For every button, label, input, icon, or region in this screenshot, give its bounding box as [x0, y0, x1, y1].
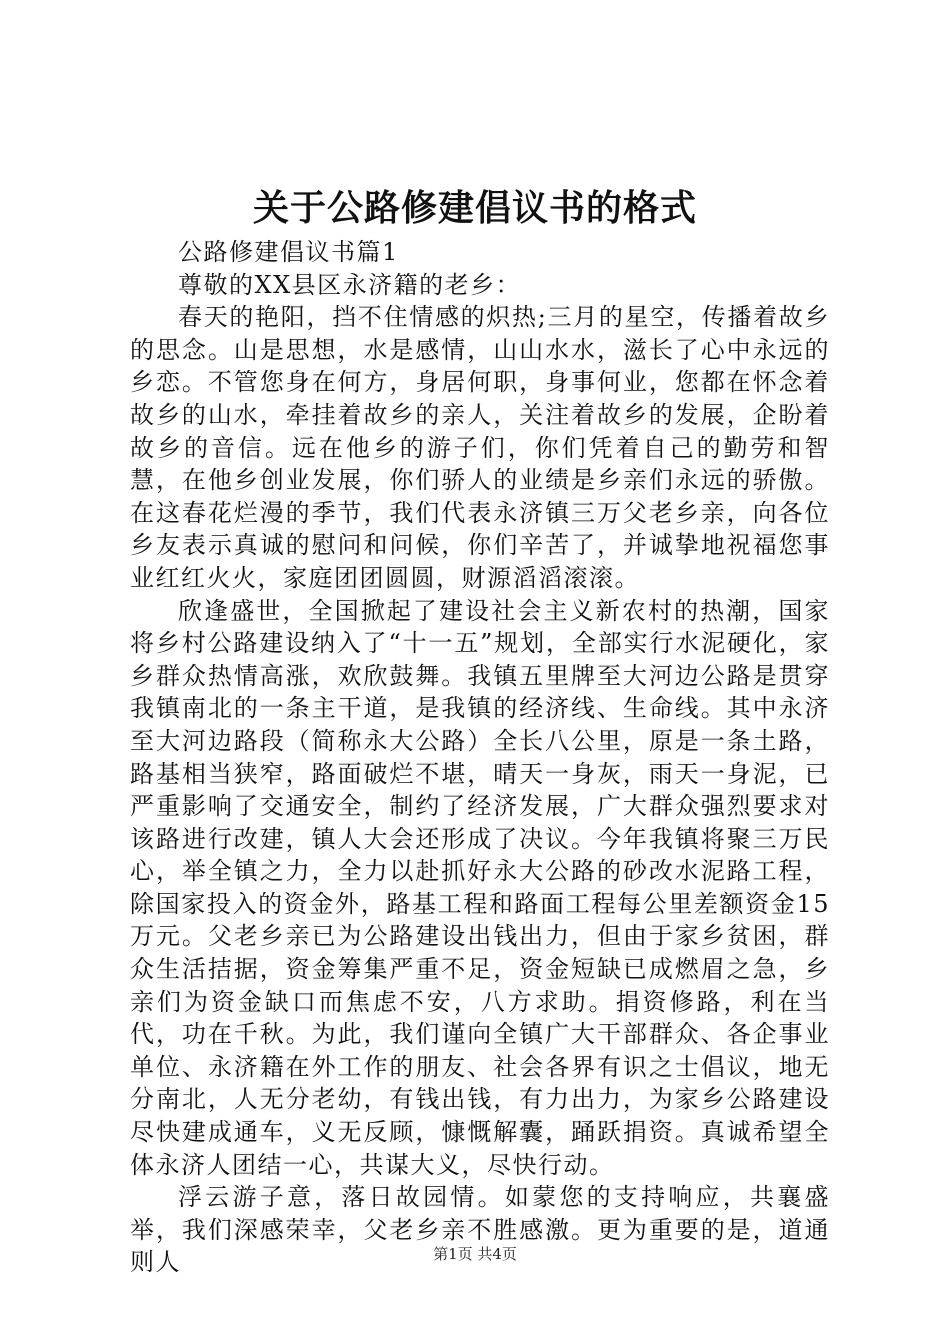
- document-body: [130, 236, 830, 1279]
- paragraph: 浮云游子意，落日故园情。如蒙您的支持响应，共襄盛举，我们深感荣幸，父老乡亲不胜感激。更为重要的是，道通则人: [130, 1183, 830, 1277]
- section-heading: 公路修建倡议书篇1: [178, 238, 399, 266]
- page-footer: 第1页 共4页: [433, 1245, 517, 1263]
- paragraph: 欣逢盛世，全国掀起了建设社会主义新农村的热潮，国家将乡村公路建设纳入了“十一五”规划，全部实行水泥硬化，家乡群众热情高涨，欢欣鼓舞。我镇五里牌至大河边公路是贯穿我镇南北的一条主干道，是我镇的经济线、生命线。其中永济至大河边路段（简称永大公路）全长八公里，原是一条土路，路基相当狭窄，路面破烂不堪，晴天一身灰，雨天一身泥，已严重影响了交通安全，制约了经济发展，广大群众强烈要求对该路进行改建，镇人大会还形成了决议。今年我镇将聚三万民心，举全镇之力，全力以赴抓好永大公路的砂改水泥路工程，除国家投入的资金外，路基工程和路面工程每公里差额资金15万元。父老乡亲已为公路建设出钱出力，但由于家乡贫困，群众生活拮据，资金筹集严重不足，资金短缺已成燃眉之急，乡亲们为资金缺口而焦虑不安，八方求助。捐资修路，利在当代，功在千秋。为此，我们谨向全镇广大干部群众、各企事业单位、永济籍在外工作的朋友、社会各界有识之士倡议，地无分南北，人无分老幼，有钱出钱，有力出力，为家乡公路建设尽快建成通车，义无反顾，慷慨解囊，踊跃捐资。真诚希望全体永济人团结一心，共谋大义，尽快行动。: [130, 596, 830, 1179]
- salutation: 尊敬的XX县区永济籍的老乡：: [178, 270, 522, 299]
- document-title: 关于公路修建倡议书的格式: [252, 187, 697, 229]
- paragraph: 春天的艳阳，挡不住情感的炽热;三月的星空，传播着故乡的思念。山是思想，水是感情，山山水水，滋长了心中永远的乡恋。不管您身在何方，身居何职，身事何业，您都在怀念着故乡的山水，牵挂着故乡的亲人，关注着故乡的发展，企盼着故乡的音信。远在他乡的游子们，你们凭着自己的勤劳和智慧，在他乡创业发展，你们骄人的业绩是乡亲们永远的骄傲。在这春花烂漫的季节，我们代表永济镇三万父老乡亲，向各位乡友表示真诚的慰问和问候，你们辛苦了，并诚挚地祝福您事业红红火火，家庭团团圆圆，财源滔滔滚滚。: [130, 303, 830, 592]
